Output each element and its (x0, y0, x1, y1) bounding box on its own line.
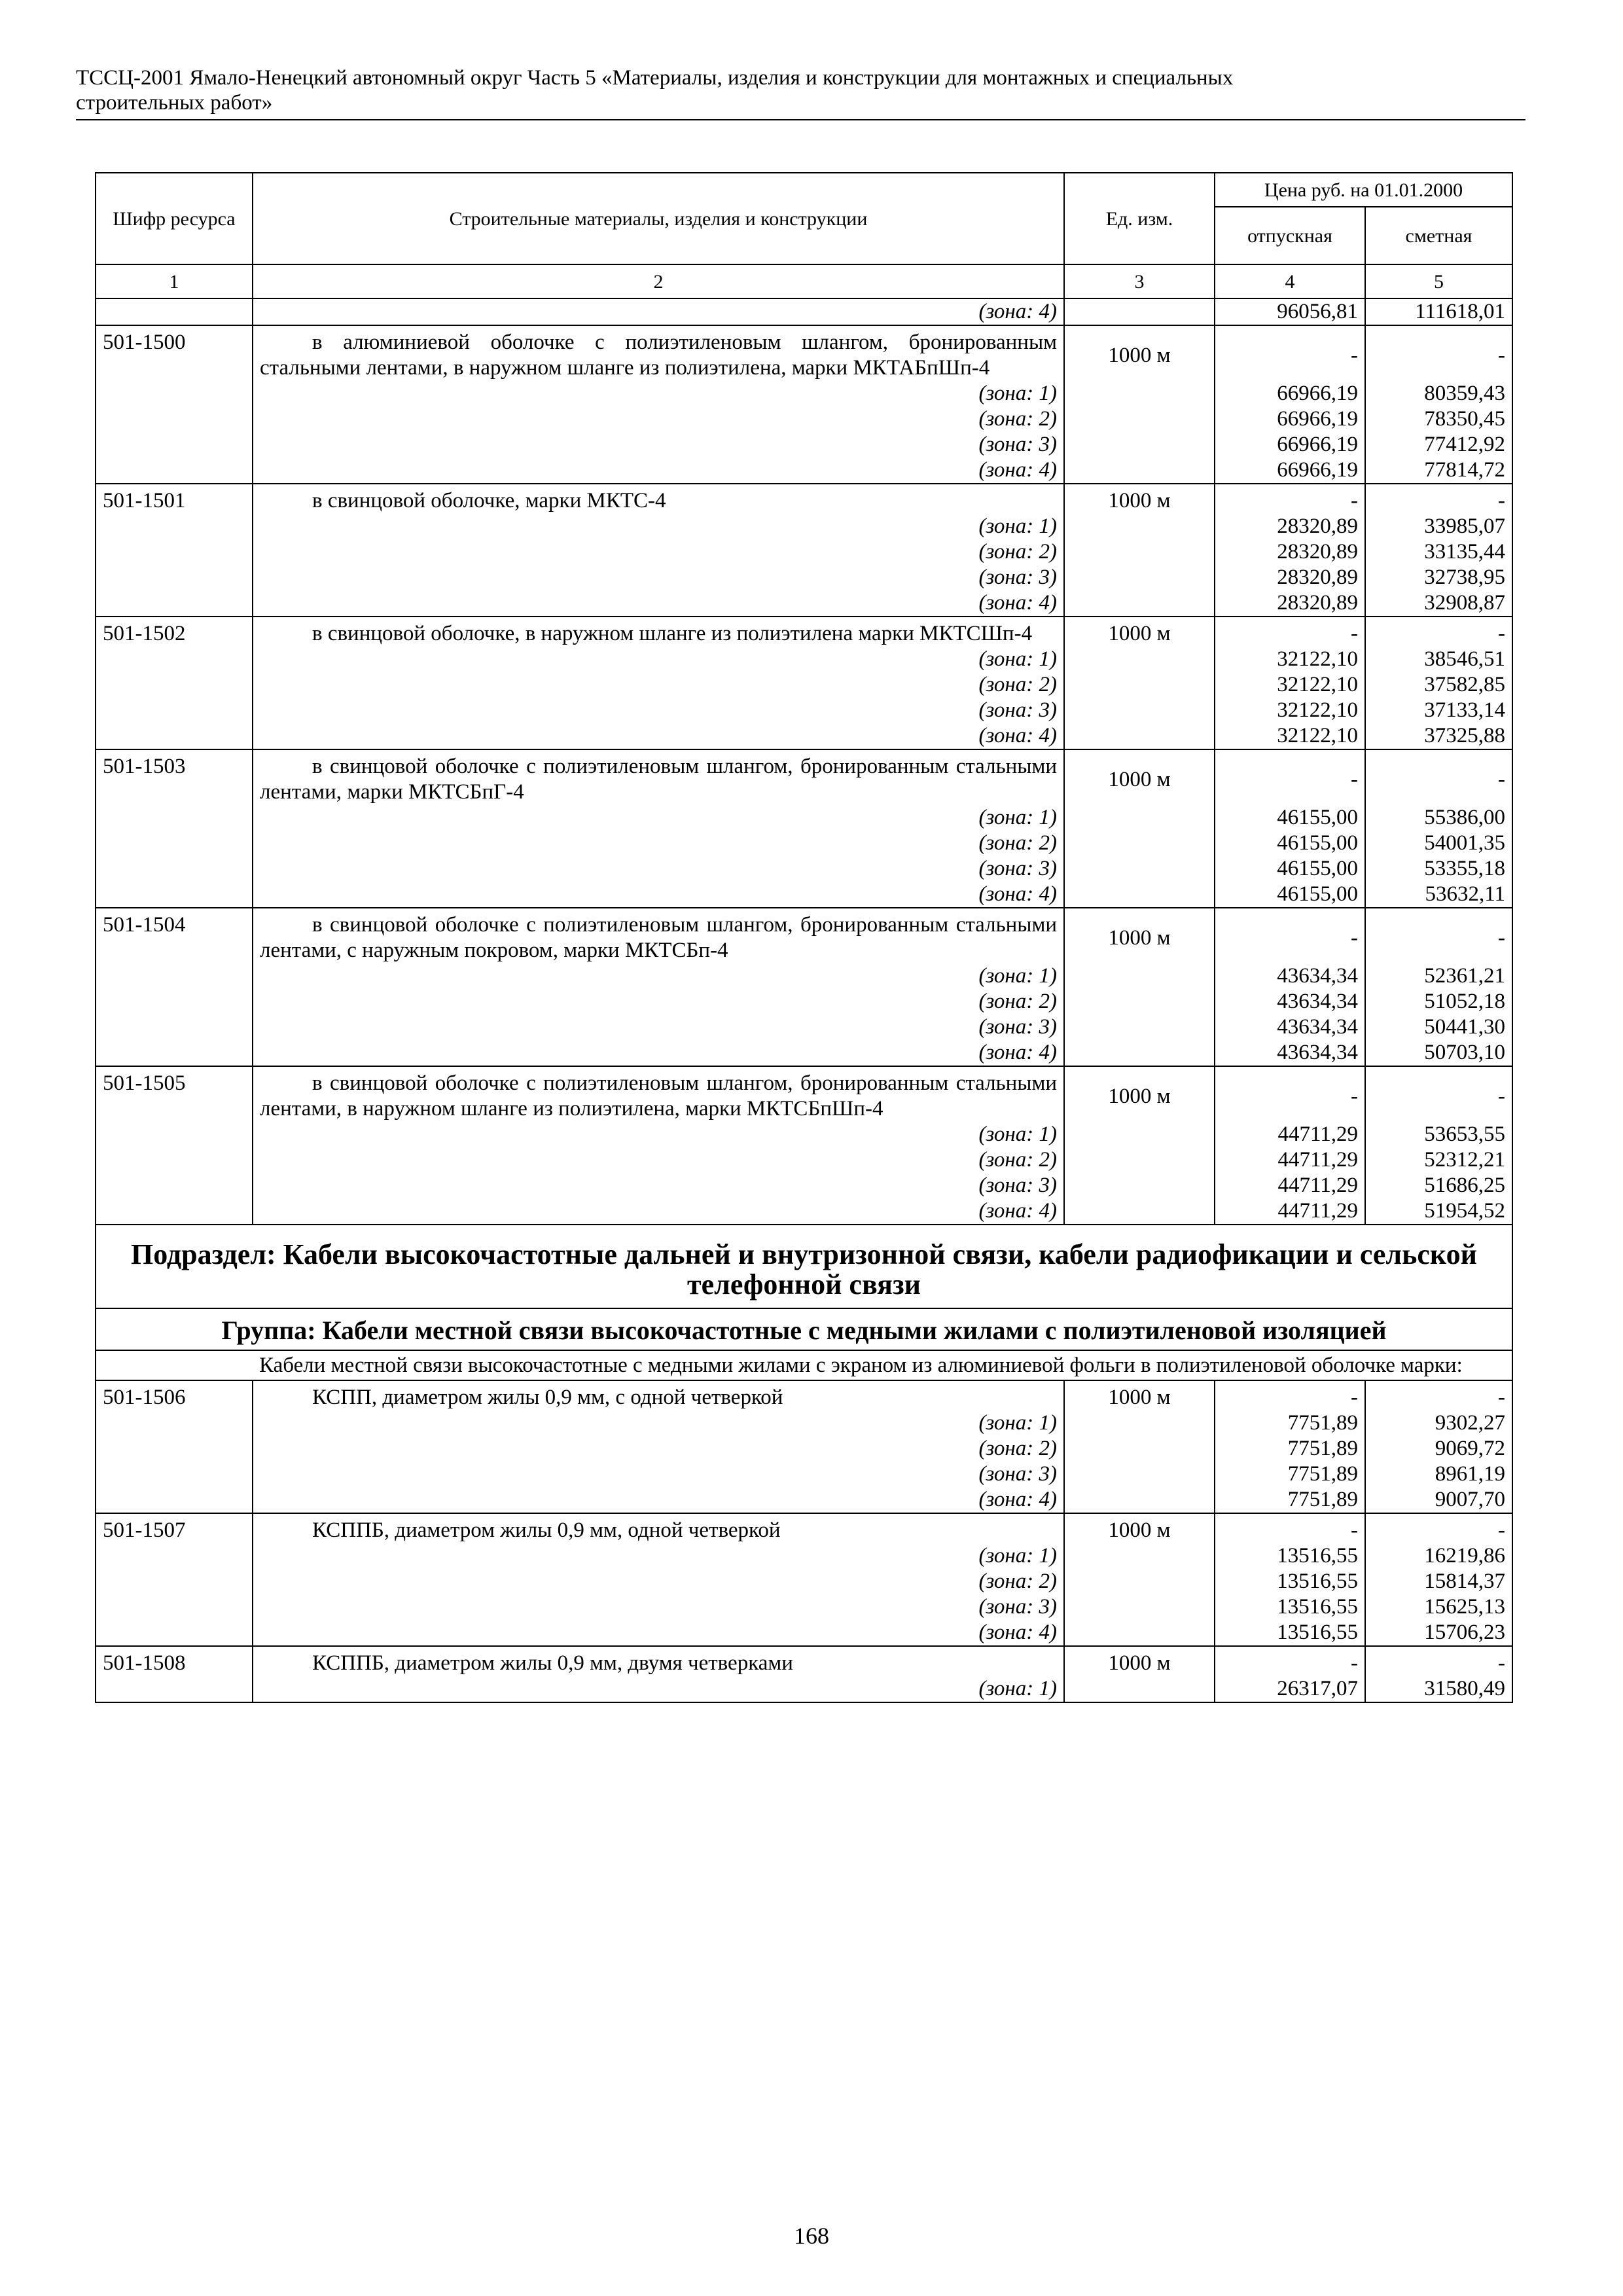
item-description (253, 484, 1064, 514)
zone-label: (зона: 4) (253, 882, 1064, 908)
price-release: 7751,89 (1215, 1410, 1365, 1436)
price-release: 46155,00 (1215, 882, 1365, 908)
zone-row (96, 1173, 1512, 1198)
zone-label: (зона: 2) (253, 1436, 1064, 1462)
zone-row (96, 1147, 1512, 1173)
zone-row (96, 1620, 1512, 1646)
price-estimate: - (1365, 1513, 1512, 1543)
zone-row (96, 989, 1512, 1014)
resource-code: 501-1506 (96, 1380, 253, 1410)
item-description (253, 617, 1064, 647)
zone-label: (зона: 1) (253, 647, 1064, 672)
price-estimate: 32738,95 (1365, 565, 1512, 590)
price-release: 28320,89 (1215, 514, 1365, 539)
zone-label: (зона: 4) (253, 1620, 1064, 1646)
price-estimate: 15625,13 (1365, 1594, 1512, 1620)
zone-row (96, 805, 1512, 831)
price-estimate: 52361,21 (1365, 963, 1512, 989)
col-head-name: Строительные материалы, изделия и конструкции (253, 173, 1064, 264)
price-estimate: 53632,11 (1365, 882, 1512, 908)
price-release: 66966,19 (1215, 381, 1365, 406)
group-note: Кабели местной связи высокочастотные с медными жилами с экраном из алюминиевой фольги в полиэтиленовой оболочке марки: (253, 1350, 1512, 1380)
item-row (96, 1066, 1512, 1122)
resource-code: 501-1508 (96, 1646, 253, 1676)
unit-of-measure: 1000 м (1064, 1646, 1215, 1676)
zone-row (96, 1040, 1512, 1066)
price-estimate: 15814,37 (1365, 1569, 1512, 1594)
zone-row (96, 698, 1512, 723)
price-release: - (1215, 1646, 1365, 1676)
price-release: 43634,34 (1215, 1014, 1365, 1040)
price-release: 32122,10 (1215, 672, 1365, 698)
price-estimate: - (1365, 749, 1512, 805)
zone-label: (зона: 2) (253, 831, 1064, 856)
zone-label: (зона: 1) (253, 381, 1064, 406)
col-head-release: отпускная (1215, 207, 1365, 264)
zone-label: (зона: 2) (253, 1569, 1064, 1594)
price-release: 13516,55 (1215, 1569, 1365, 1594)
item-description-text: в алюминиевой оболочке с полиэтиленовым шлангом, бронированным стальными лентами, в наружном шланге из полиэтилена, марки МКТАБпШп-4 (260, 331, 1057, 380)
zone-row (96, 381, 1512, 406)
zone-row (96, 514, 1512, 539)
resource-code: 501-1505 (96, 1066, 253, 1122)
price-estimate: 9302,27 (1365, 1410, 1512, 1436)
item-description-text: в свинцовой оболочке, в наружном шланге из полиэтилена марки МКТСШп-4 (312, 622, 1033, 645)
item-description (253, 1646, 1064, 1676)
zone-row (96, 406, 1512, 432)
zone-label: (зона: 4) (253, 590, 1064, 617)
table-body-items-2 (96, 1380, 1512, 1702)
item-row (96, 1513, 1512, 1543)
price-estimate: 37325,88 (1365, 723, 1512, 749)
item-description (253, 1513, 1064, 1543)
zone-label: (зона: 3) (253, 432, 1064, 457)
price-release: 32122,10 (1215, 647, 1365, 672)
price-release: - (1215, 325, 1365, 381)
header-line-1: ТССЦ-2001 Ямало-Ненецкий автономный округ Часть 5 «Материалы, изделия и конструкции для монтажных и специальных (76, 66, 1234, 90)
subsection-row (96, 1225, 1512, 1308)
item-description-text: в свинцовой оболочке, марки МКТС-4 (312, 489, 666, 512)
price-estimate: - (1365, 1380, 1512, 1410)
price-estimate: 9007,70 (1365, 1487, 1512, 1513)
price-release: - (1215, 1513, 1365, 1543)
col-num-4: 4 (1215, 264, 1365, 298)
unit-of-measure: 1000 м (1064, 617, 1215, 647)
zone-label: (зона: 4) (253, 457, 1064, 484)
item-row (96, 325, 1512, 381)
zone-row (96, 882, 1512, 908)
price-release: 43634,34 (1215, 963, 1365, 989)
price-release: - (1215, 749, 1365, 805)
subsection-title: Подраздел: Кабели высокочастотные дальней и внутризонной связи, кабели радиофикации и сельской телефонной связи (96, 1225, 1512, 1308)
zone-label: (зона: 3) (253, 1173, 1064, 1198)
item-description-text: в свинцовой оболочке с полиэтиленовым шлангом, бронированным стальными лентами, с наружным покровом, марки МКТСБп-4 (260, 913, 1057, 962)
zone-label: (зона: 1) (253, 1676, 1064, 1702)
resource-code: 501-1507 (96, 1513, 253, 1543)
zone-row (96, 1594, 1512, 1620)
price-estimate: - (1365, 617, 1512, 647)
price-estimate: 111618,01 (1365, 298, 1512, 325)
zone-row (96, 590, 1512, 617)
price-estimate: 32908,87 (1365, 590, 1512, 617)
item-row (96, 749, 1512, 805)
zone-label: (зона: 2) (253, 1147, 1064, 1173)
zone-row (96, 432, 1512, 457)
item-description (253, 1066, 1064, 1122)
col-num-3: 3 (1064, 264, 1215, 298)
item-description-text: КСПП, диаметром жилы 0,9 мм, с одной четверкой (312, 1386, 783, 1409)
zone-row (96, 856, 1512, 882)
price-release: 26317,07 (1215, 1676, 1365, 1702)
resource-code: 501-1504 (96, 908, 253, 963)
price-release: - (1215, 484, 1365, 514)
item-description-text: КСППБ, диаметром жилы 0,9 мм, двумя четверками (312, 1651, 793, 1675)
price-estimate: 51686,25 (1365, 1173, 1512, 1198)
item-row (96, 484, 1512, 514)
unit-of-measure: 1000 м (1064, 1513, 1215, 1543)
item-description (253, 908, 1064, 963)
price-release: 13516,55 (1215, 1543, 1365, 1569)
price-estimate: 50703,10 (1365, 1040, 1512, 1066)
zone-label: (зона: 1) (253, 963, 1064, 989)
col-num-2: 2 (253, 264, 1064, 298)
zone-label: (зона: 1) (253, 514, 1064, 539)
price-estimate: 55386,00 (1365, 805, 1512, 831)
carry-over-row (96, 298, 1512, 325)
item-row (96, 1380, 1512, 1410)
zone-row (96, 1198, 1512, 1225)
zone-row (96, 1569, 1512, 1594)
zone-label: (зона: 1) (253, 805, 1064, 831)
zone-label: (зона: 3) (253, 1014, 1064, 1040)
price-release: 66966,19 (1215, 432, 1365, 457)
price-release: 44711,29 (1215, 1198, 1365, 1225)
item-description (253, 749, 1064, 805)
resource-code: 501-1502 (96, 617, 253, 647)
price-estimate: 37133,14 (1365, 698, 1512, 723)
zone-label: (зона: 3) (253, 565, 1064, 590)
resource-code: 501-1500 (96, 325, 253, 381)
item-row (96, 908, 1512, 963)
zone-row (96, 831, 1512, 856)
unit-of-measure: 1000 м (1064, 1380, 1215, 1410)
item-description-text: КСППБ, диаметром жилы 0,9 мм, одной четверкой (312, 1518, 781, 1542)
unit-of-measure: 1000 м (1064, 325, 1215, 381)
resource-code: 501-1503 (96, 749, 253, 805)
zone-row (96, 1014, 1512, 1040)
group-title: Группа: Кабели местной связи высокочастотные с медными жилами с полиэтиленовой изоляцией (96, 1308, 1512, 1350)
zone-label: (зона: 4) (253, 1487, 1064, 1513)
col-head-price: Цена руб. на 01.01.2000 (1215, 173, 1512, 207)
zone-label: (зона: 4) (253, 298, 1064, 325)
price-release: 43634,34 (1215, 989, 1365, 1014)
price-release: 13516,55 (1215, 1594, 1365, 1620)
header-line-2: строительных работ» (76, 91, 273, 115)
zone-row (96, 565, 1512, 590)
price-estimate: 50441,30 (1365, 1014, 1512, 1040)
price-estimate: 80359,43 (1365, 381, 1512, 406)
zone-row (96, 1676, 1512, 1702)
price-release: 46155,00 (1215, 856, 1365, 882)
price-estimate: - (1365, 1646, 1512, 1676)
price-estimate: 54001,35 (1365, 831, 1512, 856)
zone-row (96, 457, 1512, 484)
price-estimate: 77412,92 (1365, 432, 1512, 457)
resource-code: 501-1501 (96, 484, 253, 514)
zone-row (96, 539, 1512, 565)
unit-of-measure: 1000 м (1064, 1066, 1215, 1122)
price-estimate: - (1365, 325, 1512, 381)
table-body-items (96, 298, 1512, 1225)
zone-row (96, 1410, 1512, 1436)
zone-label: (зона: 4) (253, 1198, 1064, 1225)
price-release: 66966,19 (1215, 406, 1365, 432)
zone-row (96, 1462, 1512, 1487)
price-estimate: 53653,55 (1365, 1122, 1512, 1147)
price-release: 28320,89 (1215, 590, 1365, 617)
item-description (253, 1380, 1064, 1410)
price-release: 32122,10 (1215, 723, 1365, 749)
col-head-code: Шифр ресурса (96, 173, 253, 264)
zone-label: (зона: 2) (253, 672, 1064, 698)
price-release: 46155,00 (1215, 805, 1365, 831)
price-release: 44711,29 (1215, 1147, 1365, 1173)
running-header (76, 65, 1525, 115)
price-table (95, 172, 1513, 1703)
table-body-headings (96, 1225, 1512, 1380)
price-release: - (1215, 617, 1365, 647)
page-number: 168 (794, 2223, 829, 2249)
zone-row (96, 1487, 1512, 1513)
zone-label: (зона: 4) (253, 723, 1064, 749)
price-release: - (1215, 1380, 1365, 1410)
zone-label: (зона: 1) (253, 1543, 1064, 1569)
zone-label: (зона: 4) (253, 1040, 1064, 1066)
unit-of-measure: 1000 м (1064, 908, 1215, 963)
price-estimate: - (1365, 908, 1512, 963)
unit-of-measure: 1000 м (1064, 749, 1215, 805)
group-row (96, 1308, 1512, 1350)
price-release: 13516,55 (1215, 1620, 1365, 1646)
price-release: 44711,29 (1215, 1122, 1365, 1147)
price-release: 96056,81 (1215, 298, 1365, 325)
group-note-row (96, 1350, 1512, 1380)
price-estimate: 38546,51 (1365, 647, 1512, 672)
price-estimate: 9069,72 (1365, 1436, 1512, 1462)
zone-label: (зона: 3) (253, 1462, 1064, 1487)
zone-row (96, 672, 1512, 698)
zone-label: (зона: 3) (253, 856, 1064, 882)
zone-row (96, 1543, 1512, 1569)
price-estimate: 52312,21 (1365, 1147, 1512, 1173)
price-estimate: 78350,45 (1365, 406, 1512, 432)
item-description-text: в свинцовой оболочке с полиэтиленовым шлангом, бронированным стальными лентами, в наружном шланге из полиэтилена, марки МКТСБпШп-4 (260, 1071, 1057, 1121)
price-estimate: 77814,72 (1365, 457, 1512, 484)
zone-row (96, 723, 1512, 749)
price-estimate: - (1365, 1066, 1512, 1122)
zone-label: (зона: 3) (253, 1594, 1064, 1620)
zone-row (96, 1436, 1512, 1462)
price-estimate: - (1365, 484, 1512, 514)
item-description (253, 325, 1064, 381)
price-estimate: 31580,49 (1365, 1676, 1512, 1702)
zone-label: (зона: 2) (253, 989, 1064, 1014)
price-release: 7751,89 (1215, 1487, 1365, 1513)
price-estimate: 33135,44 (1365, 539, 1512, 565)
price-release: - (1215, 908, 1365, 963)
col-num-5: 5 (1365, 264, 1512, 298)
price-estimate: 53355,18 (1365, 856, 1512, 882)
zone-row (96, 963, 1512, 989)
item-description-text: в свинцовой оболочке с полиэтиленовым шлангом, бронированным стальными лентами, марки МКТСБпГ-4 (260, 755, 1057, 804)
unit-of-measure: 1000 м (1064, 484, 1215, 514)
col-head-estimate: сметная (1365, 207, 1512, 264)
price-release: 28320,89 (1215, 539, 1365, 565)
price-estimate: 37582,85 (1365, 672, 1512, 698)
col-head-unit: Ед. изм. (1064, 173, 1215, 264)
item-row (96, 1646, 1512, 1676)
price-estimate: 16219,86 (1365, 1543, 1512, 1569)
price-estimate: 33985,07 (1365, 514, 1512, 539)
col-num-1: 1 (96, 264, 253, 298)
price-estimate: 51954,52 (1365, 1198, 1512, 1225)
price-estimate: 15706,23 (1365, 1620, 1512, 1646)
price-release: 7751,89 (1215, 1436, 1365, 1462)
price-release: 32122,10 (1215, 698, 1365, 723)
item-row (96, 617, 1512, 647)
zone-label: (зона: 2) (253, 406, 1064, 432)
zone-label: (зона: 1) (253, 1122, 1064, 1147)
price-release: 7751,89 (1215, 1462, 1365, 1487)
zone-row (96, 647, 1512, 672)
price-release: 46155,00 (1215, 831, 1365, 856)
zone-label: (зона: 3) (253, 698, 1064, 723)
price-release: 44711,29 (1215, 1173, 1365, 1198)
zone-label: (зона: 2) (253, 539, 1064, 565)
zone-label: (зона: 1) (253, 1410, 1064, 1436)
price-release: 43634,34 (1215, 1040, 1365, 1066)
price-estimate: 8961,19 (1365, 1462, 1512, 1487)
zone-row (96, 1122, 1512, 1147)
price-release: 66966,19 (1215, 457, 1365, 484)
header-rule (76, 119, 1525, 120)
price-release: 28320,89 (1215, 565, 1365, 590)
price-release: - (1215, 1066, 1365, 1122)
price-estimate: 51052,18 (1365, 989, 1512, 1014)
